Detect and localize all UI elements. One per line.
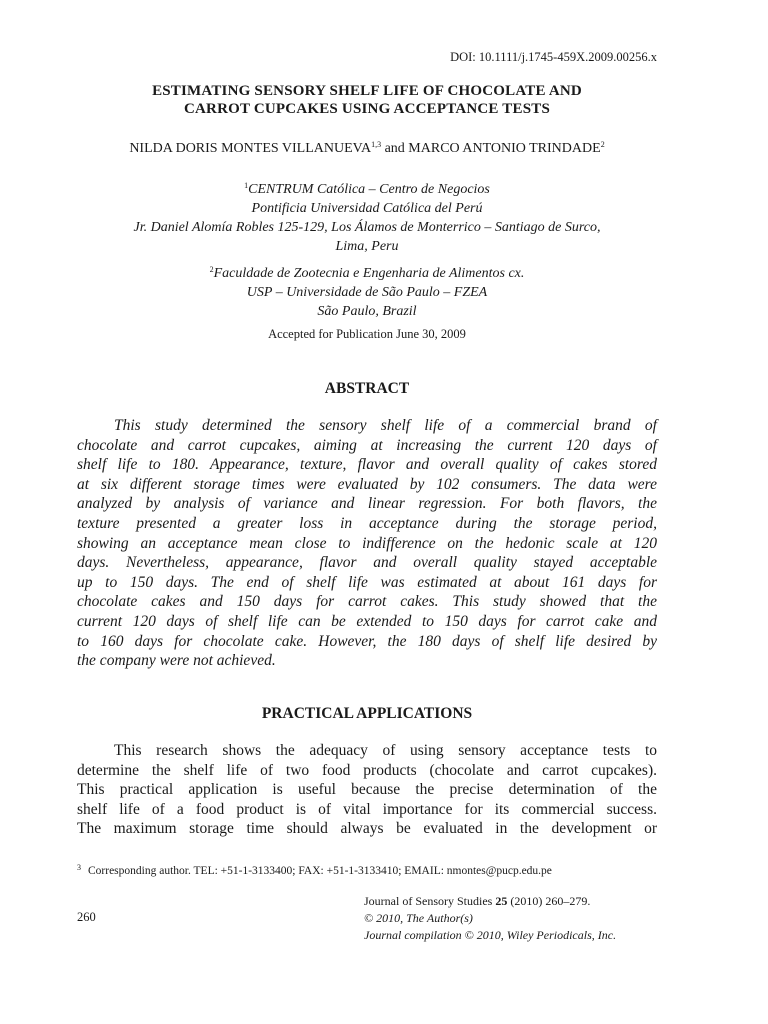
practical-line: determine the shelf life of two food products (chocolate and carrot cupcakes).: [77, 761, 657, 779]
affiliation-1-line-3: Jr. Daniel Alomía Robles 125-129, Los Álamos de Monterrico – Santiago de Surco,: [133, 220, 601, 235]
abstract-line: chocolate cakes and 150 days for carrot cakes. This study showed that the: [77, 593, 657, 611]
affiliation-2-mark: 2: [209, 265, 214, 274]
affiliation-1-line-2: Pontificia Universidad Católica del Perú: [251, 201, 483, 216]
abstract-line: to 160 days for chocolate cake. However, the 180 days of shelf life desired by: [77, 632, 657, 650]
affiliation-1-line-1: $^1$CENTRUM Católica – Centro de Negocios: [244, 181, 490, 197]
author-1: NILDA DORIS MONTES VILLANUEVA: [129, 141, 372, 156]
affiliation-2: [73, 260, 661, 321]
author-conjunction: and: [381, 141, 409, 156]
abstract-line: chocolate and carrot cupcakes, aiming at increasing the current 120 days of: [77, 436, 657, 454]
journal-line: Journal of Sensory Studies 25 (2010) 260–279.: [364, 894, 591, 908]
abstract-line: shelf life to 180. Appearance, texture, flavor and overall quality of cakes stored: [77, 456, 657, 474]
practical-applications-body: [77, 741, 657, 839]
affiliation-1: [73, 176, 661, 256]
abstract-body: [77, 416, 657, 671]
compilation-line: Journal compilation © 2010, Wiley Periodicals, Inc.: [364, 928, 617, 942]
affiliation-2-line-2: USP – Universidade de São Paulo – FZEA: [246, 285, 488, 300]
abstract-line: This study determined the sensory shelf life of a commercial brand of: [114, 417, 657, 434]
abstract-line: analyzed by analysis of variance and linear regression. For both flavors, the: [77, 495, 657, 513]
affiliation-1-line-4: Lima, Peru: [335, 239, 399, 254]
paper-title: [77, 82, 657, 118]
abstract-line: current 120 days of shelf life can be extended to 150 days for carrot cake and: [77, 612, 657, 630]
footnote-mark: 3: [77, 863, 81, 872]
practical-line: This research shows the adequacy of using sensory acceptance tests to: [114, 742, 657, 759]
practical-line: The maximum storage time should always be evaluated in the development or: [77, 820, 657, 838]
practical-applications-heading: PRACTICAL APPLICATIONS: [261, 705, 473, 722]
journal-citation: [364, 893, 616, 944]
copyright-line: © 2010, The Author(s): [364, 911, 473, 925]
accepted-date: Accepted for Publication June 30, 2009: [268, 327, 466, 341]
author-2-affil-mark: 2: [600, 140, 605, 149]
abstract-line: at six different storage times were evaluated by 102 consumers. The data were: [77, 475, 657, 493]
abstract-line: the company were not achieved.: [77, 652, 276, 670]
affiliation-2-line-3: São Paulo, Brazil: [317, 304, 417, 319]
abstract-line: up to 150 days. The end of shelf life was estimated at about 161 days for: [77, 573, 657, 591]
abstract-line: showing an acceptance mean close to indifference on the hedonic scale at 120: [77, 534, 657, 552]
authors: [77, 140, 657, 157]
doi: DOI: 10.1111/j.1745-459X.2009.00256.x: [450, 50, 657, 64]
practical-line: shelf life of a food product is of vital importance for its commercial success.: [77, 800, 657, 818]
journal-volume: 25: [495, 894, 508, 908]
title-line-1: ESTIMATING SENSORY SHELF LIFE OF CHOCOLATE AND: [152, 83, 582, 99]
abstract-line: texture presented a greater loss in acceptance during the storage period,: [77, 514, 657, 532]
affiliation-1-mark: 1: [244, 181, 249, 190]
author-1-affil-mark: 1,3: [371, 140, 382, 149]
practical-line: This practical application is useful because the precise determination of the: [77, 781, 657, 799]
abstract-line: days. Nevertheless, appearance, flavor and overall quality stayed acceptable: [77, 554, 657, 572]
affiliation-2-line-1: $^2$Faculdade de Zootecnia e Engenharia de Alimentos cx.: [209, 265, 525, 281]
page-number: 260: [77, 910, 96, 924]
footnote-text: Corresponding author. TEL: +51-1-3133400; FAX: +51-1-3133410; EMAIL: nmontes@pucp.edu.pe: [88, 865, 552, 877]
abstract-heading: ABSTRACT: [324, 380, 410, 397]
author-2: MARCO ANTONIO TRINDADE: [408, 141, 601, 156]
corresponding-author-footnote: [77, 863, 657, 877]
title-line-2: CARROT CUPCAKES USING ACCEPTANCE TESTS: [183, 101, 550, 117]
